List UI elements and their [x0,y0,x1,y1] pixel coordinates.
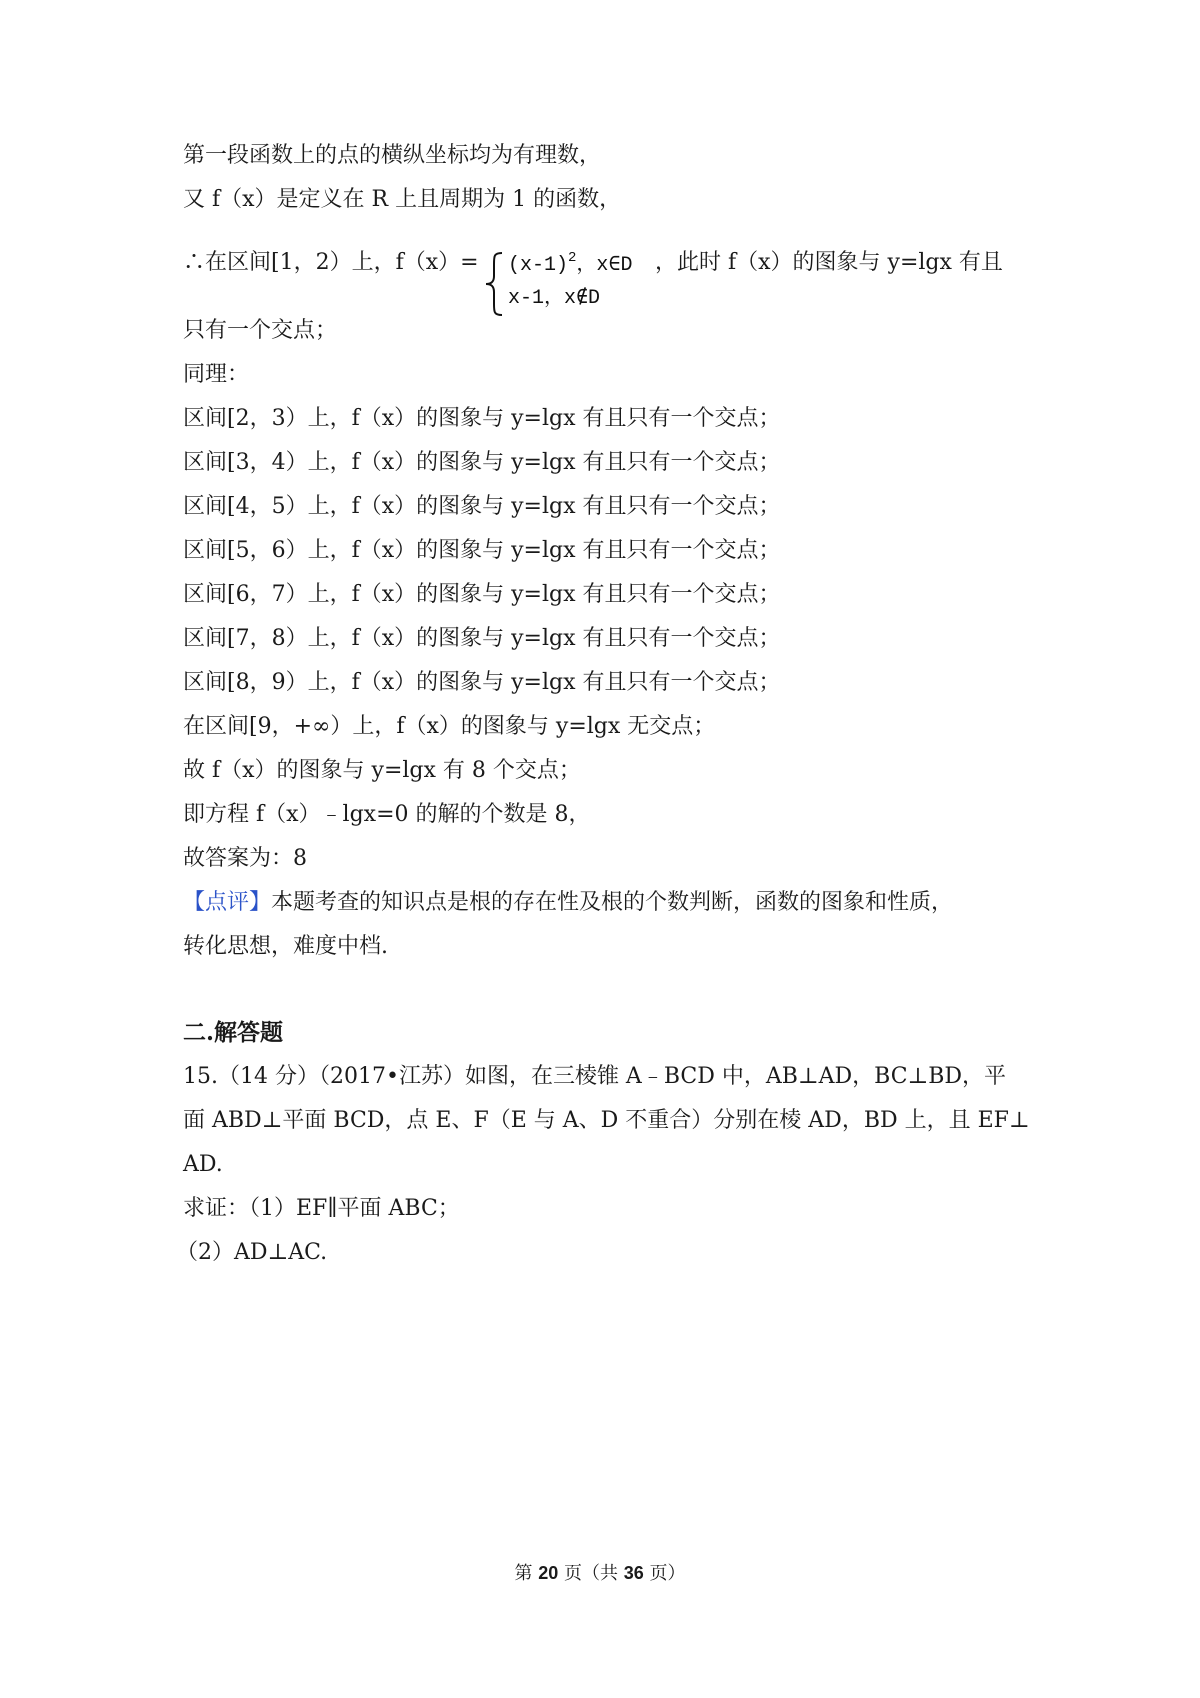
footer-prefix: 第 [514,1563,533,1584]
interval-line: 区间[6，7）上，f（x）的图象与 y=lgx 有且只有一个交点； [183,582,781,607]
comment-line [183,888,953,918]
question-line: 求证：（1）EF∥平面 ABC； [183,1196,460,1221]
text-line: 即方程 f（x）﹣lgx=0 的解的个数是 8， [183,802,591,827]
page-footer [0,1561,1200,1586]
text-line: 只有一个交点； [183,318,338,343]
interval-line: 区间[2，3）上，f（x）的图象与 y=lgx 有且只有一个交点； [183,406,781,431]
piecewise-case-2: x-1，x∉D [508,287,601,310]
interval-line: 区间[7，8）上，f（x）的图象与 y=lgx 有且只有一个交点； [183,626,781,651]
text-line: 第一段函数上的点的横纵坐标均为有理数， [183,143,602,168]
left-brace-icon [478,250,508,318]
text-line: 又 f（x）是定义在 R 上且周期为 1 的函数， [183,187,622,212]
case-1-condition: ，x∈D [576,254,633,277]
interval-line: 区间[5，6）上，f（x）的图象与 y=lgx 有且只有一个交点； [183,538,781,563]
formula-trail-text: ，此时 f（x）的图象与 y=lgx 有且 [655,250,1003,275]
comment-line-2: 转化思想，难度中档. [183,934,388,959]
footer-current-page: 20 [538,1563,559,1583]
interval-line: 区间[3，4）上，f（x）的图象与 y=lgx 有且只有一个交点； [183,450,781,475]
formula-lead-text: ∴在区间[1，2）上，f（x）= [183,250,479,275]
answer-line: 故答案为：8 [183,846,307,871]
question-line: AD. [183,1152,223,1177]
case-1-exponent: 2 [568,250,577,266]
footer-total-pages: 36 [623,1563,644,1583]
section-heading: 二.解答题 [183,1019,284,1046]
question-line: 面 ABD⊥平面 BCD，点 E、F（E 与 A、D 不重合）分别在棱 AD，BD 上，且 EF⊥ [183,1108,1030,1133]
comment-tag: 【点评】 [183,890,272,915]
question-line: （2）AD⊥AC. [176,1240,328,1265]
case-1-expression: (x-1) [508,254,569,277]
text-line: 在区间[9，+∞）上，f（x）的图象与 y=lgx 无交点； [183,714,716,739]
text-line: 同理： [183,362,250,387]
interval-line: 区间[4，5）上，f（x）的图象与 y=lgx 有且只有一个交点； [183,494,781,519]
text-line: 故 f（x）的图象与 y=lgx 有 8 个交点； [183,758,581,783]
footer-mid: 页（共 [564,1563,618,1584]
interval-line: 区间[8，9）上，f（x）的图象与 y=lgx 有且只有一个交点； [183,670,781,695]
footer-suffix: 页） [649,1563,686,1584]
piecewise-function-formula [478,250,648,318]
piecewise-case-1 [508,250,633,279]
text-line-with-formula [183,248,479,278]
question-line: 15.（14 分）（2017•江苏）如图，在三棱锥 A﹣BCD 中，AB⊥AD，BC⊥BD，平 [183,1064,1007,1089]
comment-text: 本题考查的知识点是根的存在性及根的个数判断，函数的图象和性质， [271,890,954,915]
